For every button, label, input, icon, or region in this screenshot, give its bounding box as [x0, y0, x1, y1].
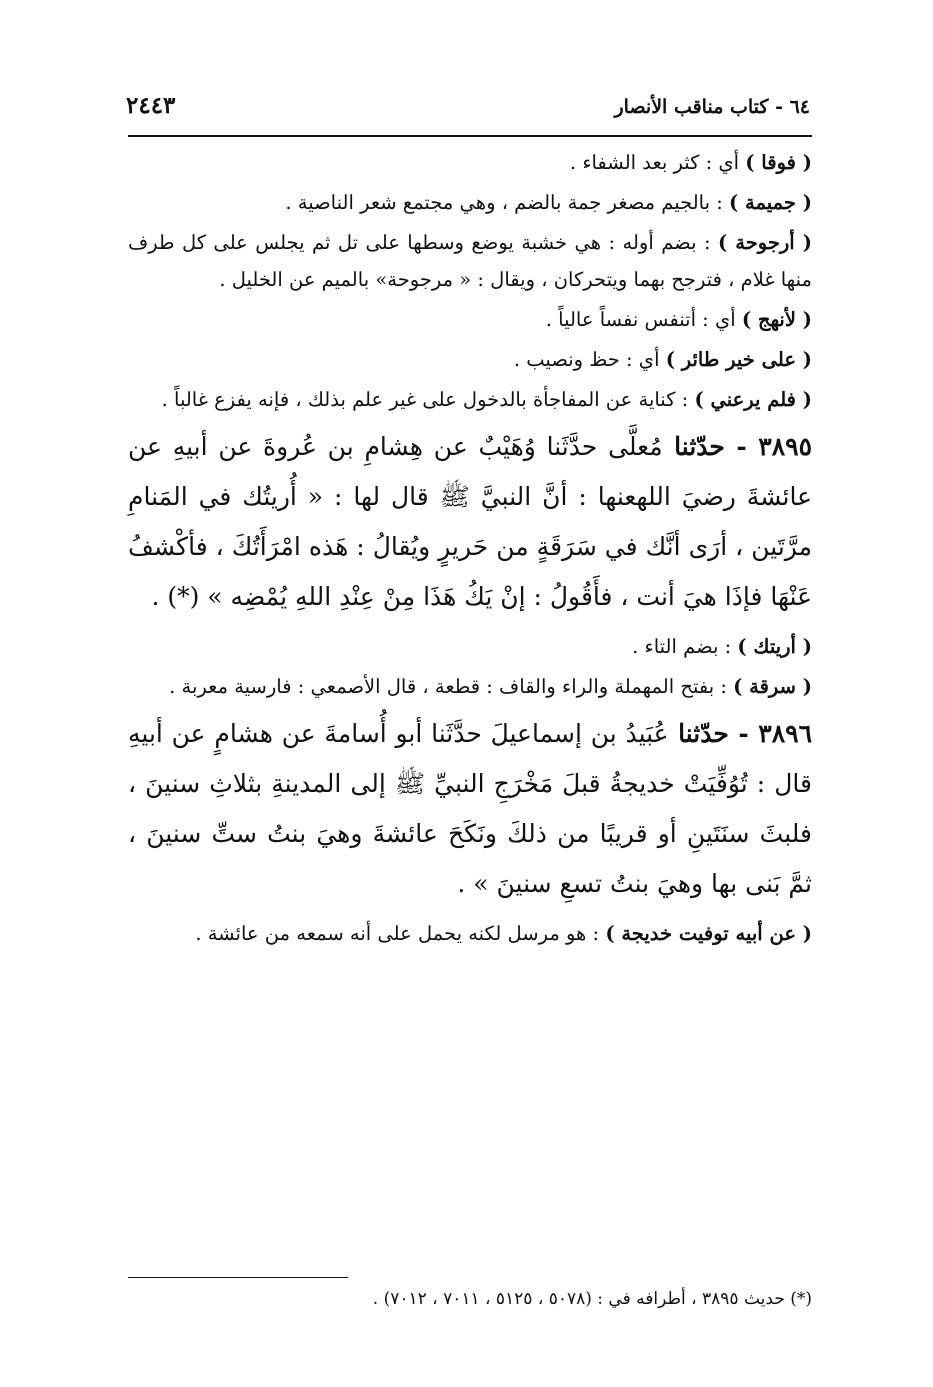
chapter-title: ٦٤ - كتاب مناقب الأنصار [614, 96, 810, 118]
header-rule [128, 135, 812, 137]
gloss-text: : بضم التاء . [632, 635, 738, 658]
gloss-text: : بالجيم مصغر جمة بالضم ، وهي مجتمع شعر الناصية . [285, 191, 730, 214]
gloss-term: ( أرجوحة ) [717, 231, 812, 254]
gloss-term: ( سرقة ) [733, 675, 812, 698]
hadith-3896 [128, 709, 812, 909]
gloss-term: ( على خير طائر ) [665, 348, 812, 371]
footnote: (*) حديث ٣٨٩٥ ، أطرافه في : (٥٠٧٨ ، ٥١٢٥ ، ٧٠١١ ، ٧٠١٢) . [372, 1289, 812, 1309]
gloss-entry [128, 381, 812, 418]
footnote-rule [128, 1277, 348, 1278]
gloss-text: أي : كثر بعد الشفاء . [569, 151, 746, 174]
hadith-3895 [128, 422, 812, 622]
gloss-term: ( فلم يرعني ) [694, 388, 812, 411]
gloss-term: ( لأنهج ) [741, 308, 812, 331]
gloss-text: : بضم أوله : هي خشبة يوضع وسطها على تل ثم يجلس على كل طرف منها غلام ، فترجح بهما ويتحركان ، ويقال : « مرجوحة» بالميم عن الخليل . [128, 231, 812, 291]
gloss-entry [128, 224, 812, 298]
hadith-lead: - حدّثنا [668, 719, 759, 748]
gloss-text: : كناية عن المفاجأة بالدخول على غير علم بذلك ، فإنه يفزع غالباً . [161, 388, 695, 411]
gloss-text: أي : أتنفس نفساً عالياً . [545, 308, 742, 331]
gloss-entry [128, 915, 812, 952]
gloss-text: : هو مرسل لكنه يحمل على أنه سمعه من عائشة . [195, 922, 606, 945]
gloss-term: ( عن أبيه توفيت خديجة ) [605, 922, 812, 945]
hadith-text: عُبَيدُ بن إسماعيلَ حدَّثَنا أبو أُسامةَ عن هشامٍ عن أبيهِ قال : تُوُفِّيَتْ خديجةُ قبلَ مَخْرَجِ النبيِّ ﷺ إلى المدينةِ بثلاثِ سنينَ ، فلبثَ سنَتَينِ أو قريبًا من ذلكَ ونَكَحَ عائشةَ وهيَ بنتُ ستِّ سنينَ ، ثمَّ بَنى بها وهيَ بنتُ تسعِ سنينَ » . [128, 719, 812, 898]
gloss-text: أي : حظ ونصيب . [513, 348, 666, 371]
main-content [128, 144, 812, 955]
gloss-entry [128, 184, 812, 221]
page-header [128, 88, 812, 132]
hadith-text: مُعلَّى حدَّثَنا وُهَيْبٌ عن هِشامِ بن عُروةَ عن أبيهِ عن عائشةَ رضيَ اللهعنها : أنَّ النبيَّ ﷺ قال لها : « أُريتُك في المَنامِ مرَّتَين ، أرَى أنَّك في سَرَقَةٍ من حَريرٍ ويُقالُ : هَذه امْرَأَتُكَ ، فأكْشفُ عَنْهَا فإذَا هيَ أنت ، فأَقُولُ : إنْ يَكُ هَذَا مِنْ عِنْدِ اللهِ يُمْضِه » (*) . [128, 432, 812, 611]
page-number: ٢٤٤٣ [126, 92, 176, 119]
gloss-entry [128, 341, 812, 378]
gloss-entry [128, 628, 812, 665]
gloss-term: ( جميمة ) [729, 191, 812, 214]
hadith-lead: - حدّثنا [662, 432, 759, 461]
gloss-text: : بفتح المهملة والراء والقاف : قطعة ، قال الأصمعي : فارسية معربة . [169, 675, 734, 698]
page [126, 88, 812, 1309]
hadith-number: ٣٨٩٥ [758, 432, 812, 461]
gloss-entry [128, 301, 812, 338]
gloss-entry [128, 144, 812, 181]
hadith-number: ٣٨٩٦ [758, 719, 812, 748]
gloss-entry [128, 668, 812, 705]
gloss-term: ( فوقا ) [745, 151, 812, 174]
gloss-term: ( أريتك ) [737, 635, 812, 658]
